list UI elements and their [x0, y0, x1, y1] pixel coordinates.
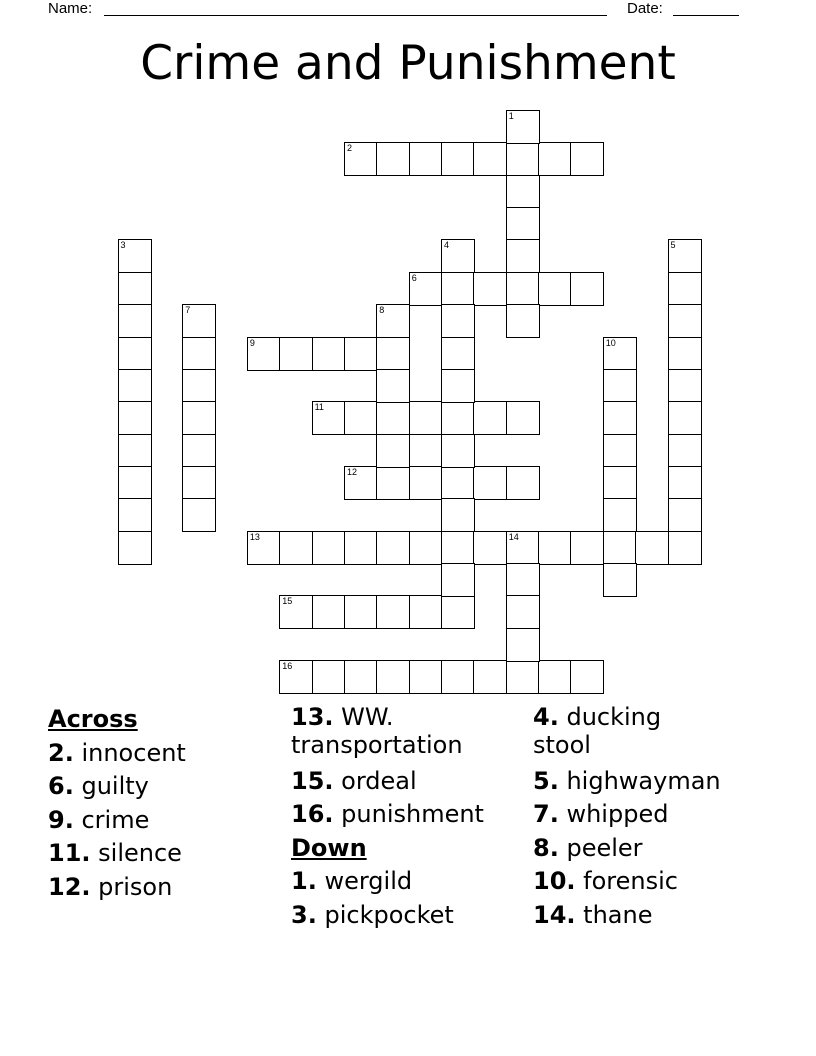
grid-cell[interactable]: [668, 272, 702, 306]
grid-cell[interactable]: [376, 142, 410, 176]
clue-number: 12: [347, 466, 358, 477]
clue-column-2: [291, 703, 506, 932]
grid-cell[interactable]: [506, 239, 540, 273]
grid-cell[interactable]: [118, 531, 152, 565]
grid-cell[interactable]: [344, 337, 378, 371]
grid-cell[interactable]: [118, 466, 152, 500]
grid-cell[interactable]: [182, 498, 216, 532]
grid-cell[interactable]: [376, 337, 410, 371]
grid-cell[interactable]: [668, 239, 702, 273]
grid-cell[interactable]: [473, 660, 507, 694]
clue-down-3: 3. pickpocket: [291, 900, 454, 929]
grid-cell[interactable]: [506, 563, 540, 597]
grid-cell[interactable]: [312, 531, 346, 565]
clue-down-5: 5. highwayman: [533, 766, 721, 795]
grid-cell[interactable]: [441, 595, 475, 629]
page-title: Crime and Punishment: [140, 36, 676, 91]
clue-down-8: 8. peeler: [533, 833, 643, 862]
grid-cell[interactable]: [506, 142, 540, 176]
grid-cell[interactable]: [506, 110, 540, 144]
clue-down-4: 4. ducking stool: [533, 703, 662, 759]
grid-cell[interactable]: [603, 401, 637, 435]
clue-number: 14: [508, 531, 519, 542]
name-label: Name:: [48, 0, 93, 17]
grid-cell[interactable]: [668, 369, 702, 403]
clue-across-11: 11. silence: [48, 839, 182, 867]
grid-cell[interactable]: [182, 304, 216, 338]
grid-cell[interactable]: [668, 304, 702, 338]
grid-cell[interactable]: [441, 142, 475, 176]
clue-number: 7: [185, 305, 191, 316]
grid-cell[interactable]: [182, 434, 216, 468]
grid-cell[interactable]: [538, 142, 572, 176]
grid-cell[interactable]: [538, 272, 572, 306]
clue-number: 15: [282, 596, 293, 607]
down-heading: Down: [291, 833, 367, 862]
grid-cell[interactable]: [570, 142, 604, 176]
grid-cell[interactable]: [506, 531, 540, 565]
grid-cell[interactable]: [441, 563, 475, 597]
grid-cell[interactable]: [409, 660, 443, 694]
grid-cell[interactable]: [473, 142, 507, 176]
grid-cell[interactable]: [118, 498, 152, 532]
grid-cell[interactable]: [538, 531, 572, 565]
grid-cell[interactable]: [668, 401, 702, 435]
clue-down-14: 14. thane: [533, 900, 653, 929]
grid-cell[interactable]: [603, 337, 637, 371]
grid-cell[interactable]: [441, 369, 475, 403]
grid-cell[interactable]: [441, 337, 475, 371]
grid-cell[interactable]: [312, 337, 346, 371]
grid-cell[interactable]: [603, 466, 637, 500]
grid-cell[interactable]: [506, 175, 540, 209]
clue-across-16: 16. punishment: [291, 800, 484, 828]
grid-cell[interactable]: [118, 434, 152, 468]
clue-across-6: 6. guilty: [48, 772, 149, 800]
clue-number: 16: [282, 661, 293, 671]
grid-cell[interactable]: [344, 531, 378, 565]
grid-cell[interactable]: [279, 337, 313, 371]
grid-cell[interactable]: [344, 595, 378, 629]
grid-cell[interactable]: [182, 369, 216, 403]
grid-cell[interactable]: [376, 434, 410, 468]
grid-cell[interactable]: [312, 401, 346, 435]
grid-cell[interactable]: [603, 369, 637, 403]
grid-cell[interactable]: [668, 531, 702, 565]
grid-cell[interactable]: [376, 466, 410, 500]
clue-number: 4: [444, 240, 450, 251]
grid-cell[interactable]: [182, 466, 216, 500]
grid-cell[interactable]: [279, 660, 313, 694]
grid-cell[interactable]: [344, 142, 378, 176]
clue-across-15: 15. ordeal: [291, 766, 417, 795]
grid-cell[interactable]: [376, 595, 410, 629]
grid-cell[interactable]: [344, 401, 378, 435]
grid-cell[interactable]: [376, 401, 410, 435]
clue-across-9: 9. crime: [48, 805, 150, 834]
clue-column-1: [48, 703, 278, 904]
grid-cell[interactable]: [570, 272, 604, 306]
grid-cell[interactable]: [376, 660, 410, 694]
grid-cell[interactable]: [409, 272, 443, 306]
grid-cell[interactable]: [182, 401, 216, 435]
clue-across-2: 2. innocent: [48, 738, 186, 767]
date-label: Date:: [627, 0, 663, 17]
grid-cell[interactable]: [570, 531, 604, 565]
clue-number: 13: [249, 531, 260, 542]
clue-down-10: 10. forensic: [533, 867, 678, 895]
grid-cell[interactable]: [506, 466, 540, 500]
grid-cell[interactable]: [312, 595, 346, 629]
grid-cell[interactable]: [603, 531, 637, 565]
grid-cell[interactable]: [506, 401, 540, 435]
grid-cell[interactable]: [668, 466, 702, 500]
grid-cell[interactable]: [118, 304, 152, 338]
grid-cell[interactable]: [376, 304, 410, 338]
clue-number: 1: [508, 111, 514, 121]
grid-cell[interactable]: [182, 337, 216, 371]
grid-cell[interactable]: [344, 660, 378, 694]
clue-across-13: 13. WW. transportation: [291, 703, 463, 759]
grid-cell[interactable]: [118, 337, 152, 371]
clue-down-1: 1. wergild: [291, 867, 413, 895]
grid-cell[interactable]: [441, 660, 475, 694]
clue-across-12: 12. prison: [48, 872, 173, 901]
grid-cell[interactable]: [473, 272, 507, 306]
grid-cell[interactable]: [344, 466, 378, 500]
clue-number: 5: [670, 240, 676, 251]
grid-cell[interactable]: [118, 401, 152, 435]
grid-cell[interactable]: [409, 531, 443, 565]
grid-cell[interactable]: [668, 337, 702, 371]
grid-cell[interactable]: [247, 337, 281, 371]
grid-cell[interactable]: [441, 272, 475, 306]
grid-cell[interactable]: [118, 369, 152, 403]
grid-cell[interactable]: [441, 401, 475, 435]
grid-cell[interactable]: [506, 595, 540, 629]
grid-cell[interactable]: [441, 531, 475, 565]
grid-cell[interactable]: [118, 272, 152, 306]
grid-cell[interactable]: [312, 660, 346, 694]
clue-number: 3: [120, 240, 126, 251]
grid-cell[interactable]: [668, 498, 702, 532]
clue-column-3: [533, 703, 773, 932]
grid-cell[interactable]: [409, 142, 443, 176]
grid-cell[interactable]: [473, 401, 507, 435]
grid-cell[interactable]: [603, 498, 637, 532]
clue-number: 11: [314, 402, 324, 413]
grid-cell[interactable]: [409, 595, 443, 629]
clue-number: 10: [605, 337, 616, 348]
grid-cell[interactable]: [473, 466, 507, 500]
grid-cell[interactable]: [635, 531, 669, 565]
grid-cell[interactable]: [409, 401, 443, 435]
clue-number: 2: [347, 143, 353, 154]
grid-cell[interactable]: [506, 304, 540, 338]
grid-cell[interactable]: [668, 434, 702, 468]
grid-cell[interactable]: [441, 466, 475, 500]
grid-cell[interactable]: [376, 369, 410, 403]
grid-cell[interactable]: [441, 304, 475, 338]
clue-number: 9: [249, 337, 255, 348]
clue-number: 8: [379, 305, 385, 316]
clue-number: 6: [411, 272, 417, 283]
across-heading: Across: [48, 705, 138, 733]
grid-cell[interactable]: [506, 272, 540, 306]
grid-cell[interactable]: [279, 531, 313, 565]
grid-cell[interactable]: [279, 595, 313, 629]
grid-cell[interactable]: [441, 239, 475, 273]
grid-cell[interactable]: [603, 434, 637, 468]
grid-cell[interactable]: [441, 434, 475, 468]
grid-cell[interactable]: [538, 660, 572, 694]
grid-cell[interactable]: [247, 531, 281, 565]
grid-cell[interactable]: [118, 239, 152, 273]
grid-cell[interactable]: [506, 660, 540, 694]
grid-cell[interactable]: [570, 660, 604, 694]
grid-cell[interactable]: [409, 466, 443, 500]
clue-down-7: 7. whipped: [533, 800, 669, 828]
grid-cell[interactable]: [506, 207, 540, 241]
grid-cell[interactable]: [441, 498, 475, 532]
grid-cell[interactable]: [506, 628, 540, 662]
grid-cell[interactable]: [603, 563, 637, 597]
grid-cell[interactable]: [376, 531, 410, 565]
grid-cell[interactable]: [473, 531, 507, 565]
